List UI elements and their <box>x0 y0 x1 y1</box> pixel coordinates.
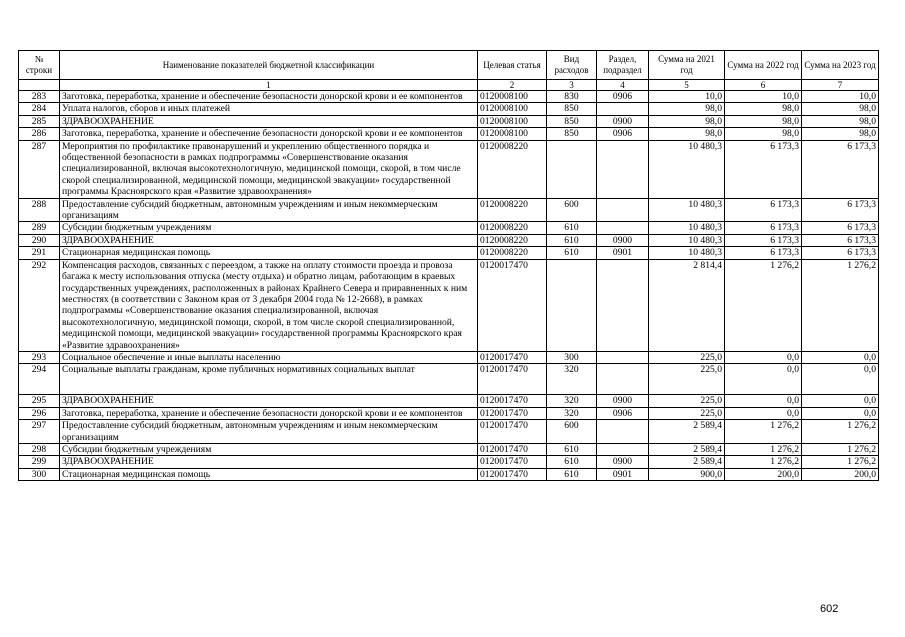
row-number-cell: 287 <box>19 140 60 198</box>
table-row <box>19 103 879 115</box>
row-number-cell: 286 <box>19 128 60 140</box>
sum-2022-cell: 6 173,3 <box>725 247 802 259</box>
sum-2023-cell: 98,0 <box>802 128 879 140</box>
sum-2021-cell: 900,0 <box>649 468 725 480</box>
sum-2022-cell: 6 173,3 <box>725 222 802 234</box>
section-cell: 0901 <box>597 468 649 480</box>
section-cell: 0906 <box>597 128 649 140</box>
target-article-cell: 0120008220 <box>478 234 547 246</box>
table-row <box>19 222 879 234</box>
target-article-cell: 0120017470 <box>478 364 547 395</box>
section-cell <box>597 351 649 363</box>
expense-type-cell: 300 <box>547 351 597 363</box>
sum-2021-cell: 10 480,3 <box>649 140 725 198</box>
table-row <box>19 407 879 419</box>
sum-2021-cell: 2 589,4 <box>649 420 725 444</box>
expense-type-cell: 610 <box>547 468 597 480</box>
sum-2023-cell: 1 276,2 <box>802 443 879 455</box>
header-sum-2022: Сумма на 2022 год <box>725 51 802 80</box>
table-row <box>19 91 879 103</box>
target-article-cell: 0120008100 <box>478 115 547 127</box>
target-article-cell: 0120017470 <box>478 407 547 419</box>
row-number-cell: 289 <box>19 222 60 234</box>
header-row-number: № строки <box>19 51 60 80</box>
indicator-name-cell: Заготовка, переработка, хранение и обеспечение безопасности донорской крови и ее компонентов <box>60 91 478 103</box>
row-number-cell: 300 <box>19 468 60 480</box>
expense-type-cell: 600 <box>547 198 597 222</box>
sum-2021-cell: 10 480,3 <box>649 222 725 234</box>
expense-type-cell: 320 <box>547 364 597 395</box>
sum-2022-cell: 1 276,2 <box>725 456 802 468</box>
table-row <box>19 115 879 127</box>
sum-2022-cell: 0,0 <box>725 395 802 407</box>
sum-2021-cell: 2 589,4 <box>649 443 725 455</box>
section-cell <box>597 140 649 198</box>
sum-2022-cell: 98,0 <box>725 128 802 140</box>
section-cell <box>597 222 649 234</box>
sum-2023-cell: 6 173,3 <box>802 234 879 246</box>
sum-2022-cell: 98,0 <box>725 115 802 127</box>
row-number-cell: 288 <box>19 198 60 222</box>
row-number-cell: 283 <box>19 91 60 103</box>
column-number: 5 <box>649 80 725 91</box>
target-article-cell: 0120008100 <box>478 91 547 103</box>
expense-type-cell: 320 <box>547 395 597 407</box>
target-article-cell: 0120017470 <box>478 259 547 351</box>
sum-2023-cell: 10,0 <box>802 91 879 103</box>
sum-2022-cell: 1 276,2 <box>725 420 802 444</box>
column-number-row <box>19 80 879 91</box>
section-cell: 0906 <box>597 407 649 419</box>
indicator-name-cell: Социальное обеспечение и иные выплаты населению <box>60 351 478 363</box>
indicator-name-cell: Предоставление субсидий бюджетным, автономным учреждениям и иным некоммерческим организациям <box>60 198 478 222</box>
sum-2022-cell: 200,0 <box>725 468 802 480</box>
column-number <box>19 80 60 91</box>
sum-2023-cell: 98,0 <box>802 103 879 115</box>
expense-type-cell: 850 <box>547 128 597 140</box>
column-number: 2 <box>478 80 547 91</box>
expense-type-cell: 850 <box>547 115 597 127</box>
indicator-name-cell: Субсидии бюджетным учреждениям <box>60 222 478 234</box>
section-cell: 0901 <box>597 247 649 259</box>
section-cell <box>597 198 649 222</box>
target-article-cell: 0120008220 <box>478 222 547 234</box>
table-row <box>19 395 879 407</box>
sum-2021-cell: 225,0 <box>649 351 725 363</box>
sum-2021-cell: 2 589,4 <box>649 456 725 468</box>
expense-type-cell: 830 <box>547 91 597 103</box>
target-article-cell: 0120008220 <box>478 198 547 222</box>
expense-type-cell: 320 <box>547 407 597 419</box>
sum-2021-cell: 10 480,3 <box>649 234 725 246</box>
indicator-name-cell: Компенсация расходов, связанных с переездом, а также на оплату стоимости проезда и провоза багажа к месту использования отпуска (месту отдыха) и обратно лицам, работающим в краевых государственных учреждениях, расположенных в районах Крайнего Севера и приравненных к ним местностях (в соответствии с Законом края от 3 декабря 2004 года № 12-2668), в рамках подпрограммы «Совершенствование оказания специализированной, включая высокотехнологичную, медицинской помощи, скорой, в том числе скорой специализированной, медицинской помощи, медицинской эвакуации» государственной программы Красноярского края «Развитие здравоохранения» <box>60 259 478 351</box>
sum-2022-cell: 0,0 <box>725 351 802 363</box>
table-body <box>19 91 879 481</box>
row-number-cell: 295 <box>19 395 60 407</box>
sum-2023-cell: 0,0 <box>802 351 879 363</box>
sum-2021-cell: 98,0 <box>649 115 725 127</box>
sum-2022-cell: 6 173,3 <box>725 234 802 246</box>
sum-2021-cell: 10 480,3 <box>649 247 725 259</box>
expense-type-cell <box>547 140 597 198</box>
table-row <box>19 468 879 480</box>
indicator-name-cell: ЗДРАВООХРАНЕНИЕ <box>60 234 478 246</box>
sum-2023-cell: 0,0 <box>802 407 879 419</box>
expense-type-cell: 610 <box>547 456 597 468</box>
budget-table <box>18 50 879 481</box>
row-number-cell: 298 <box>19 443 60 455</box>
column-number: 6 <box>725 80 802 91</box>
sum-2023-cell: 6 173,3 <box>802 247 879 259</box>
indicator-name-cell: Заготовка, переработка, хранение и обеспечение безопасности донорской крови и ее компонентов <box>60 128 478 140</box>
sum-2023-cell: 6 173,3 <box>802 222 879 234</box>
target-article-cell: 0120008100 <box>478 103 547 115</box>
column-number: 1 <box>60 80 478 91</box>
section-cell <box>597 443 649 455</box>
sum-2022-cell: 0,0 <box>725 364 802 395</box>
expense-type-cell: 610 <box>547 247 597 259</box>
row-number-cell: 290 <box>19 234 60 246</box>
indicator-name-cell: Уплата налогов, сборов и иных платежей <box>60 103 478 115</box>
row-number-cell: 285 <box>19 115 60 127</box>
sum-2022-cell: 98,0 <box>725 103 802 115</box>
table-row <box>19 198 879 222</box>
table-row <box>19 247 879 259</box>
section-cell: 0906 <box>597 91 649 103</box>
section-cell: 0900 <box>597 456 649 468</box>
sum-2022-cell: 10,0 <box>725 91 802 103</box>
header-expense-type: Вид расходов <box>547 51 597 80</box>
section-cell <box>597 259 649 351</box>
sum-2023-cell: 1 276,2 <box>802 456 879 468</box>
sum-2021-cell: 225,0 <box>649 364 725 395</box>
indicator-name-cell: Предоставление субсидий бюджетным, автономным учреждениям и иным некоммерческим организациям <box>60 420 478 444</box>
target-article-cell: 0120017470 <box>478 443 547 455</box>
row-number-cell: 299 <box>19 456 60 468</box>
sum-2021-cell: 225,0 <box>649 407 725 419</box>
header-sum-2021: Сумма на 2021 год <box>649 51 725 80</box>
header-section: Раздел, подраздел <box>597 51 649 80</box>
indicator-name-cell: Субсидии бюджетным учреждениям <box>60 443 478 455</box>
sum-2021-cell: 98,0 <box>649 103 725 115</box>
row-number-cell: 291 <box>19 247 60 259</box>
section-cell: 0900 <box>597 395 649 407</box>
section-cell <box>597 103 649 115</box>
header-name: Наименование показателей бюджетной классификации <box>60 51 478 80</box>
header-row <box>19 51 879 80</box>
table-row <box>19 443 879 455</box>
indicator-name-cell: Заготовка, переработка, хранение и обеспечение безопасности донорской крови и ее компонентов <box>60 407 478 419</box>
sum-2022-cell: 6 173,3 <box>725 140 802 198</box>
column-number: 4 <box>597 80 649 91</box>
row-number-cell: 294 <box>19 364 60 395</box>
sum-2021-cell: 98,0 <box>649 128 725 140</box>
column-number: 3 <box>547 80 597 91</box>
expense-type-cell: 610 <box>547 222 597 234</box>
table-row <box>19 234 879 246</box>
page-number: 602 <box>820 603 839 615</box>
target-article-cell: 0120008100 <box>478 128 547 140</box>
column-number: 7 <box>802 80 879 91</box>
indicator-name-cell: ЗДРАВООХРАНЕНИЕ <box>60 395 478 407</box>
sum-2023-cell: 6 173,3 <box>802 198 879 222</box>
sum-2023-cell: 98,0 <box>802 115 879 127</box>
sum-2023-cell: 6 173,3 <box>802 140 879 198</box>
row-number-cell: 296 <box>19 407 60 419</box>
sum-2021-cell: 225,0 <box>649 395 725 407</box>
sum-2023-cell: 200,0 <box>802 468 879 480</box>
table-row <box>19 140 879 198</box>
section-cell <box>597 420 649 444</box>
indicator-name-cell: ЗДРАВООХРАНЕНИЕ <box>60 456 478 468</box>
target-article-cell: 0120008220 <box>478 247 547 259</box>
indicator-name-cell: Мероприятия по профилактике правонарушений и укреплению общественного порядка и общественной безопасности в рамках подпрограммы «Совершенствование оказания специализированной, включая высокотехнологичную, медицинской помощи, скорой, в том числе скорой специализированной, медицинской помощи, медицинской эвакуации» государственной программы Красноярского края «Развитие здравоохранения» <box>60 140 478 198</box>
table-row <box>19 456 879 468</box>
expense-type-cell: 610 <box>547 234 597 246</box>
row-number-cell: 297 <box>19 420 60 444</box>
sum-2021-cell: 10,0 <box>649 91 725 103</box>
target-article-cell: 0120017470 <box>478 420 547 444</box>
section-cell: 0900 <box>597 234 649 246</box>
table-row <box>19 420 879 444</box>
target-article-cell: 0120017470 <box>478 351 547 363</box>
sum-2022-cell: 1 276,2 <box>725 259 802 351</box>
expense-type-cell: 600 <box>547 420 597 444</box>
sum-2022-cell: 1 276,2 <box>725 443 802 455</box>
indicator-name-cell: Социальные выплаты гражданам, кроме публичных нормативных социальных выплат <box>60 364 478 395</box>
header-target-article: Целевая статья <box>478 51 547 80</box>
table-row <box>19 259 879 351</box>
target-article-cell: 0120017470 <box>478 395 547 407</box>
indicator-name-cell: ЗДРАВООХРАНЕНИЕ <box>60 115 478 127</box>
sum-2021-cell: 10 480,3 <box>649 198 725 222</box>
target-article-cell: 0120017470 <box>478 456 547 468</box>
target-article-cell: 0120008220 <box>478 140 547 198</box>
row-number-cell: 284 <box>19 103 60 115</box>
sum-2023-cell: 0,0 <box>802 364 879 395</box>
target-article-cell: 0120017470 <box>478 468 547 480</box>
table-row <box>19 364 879 395</box>
row-number-cell: 293 <box>19 351 60 363</box>
sum-2023-cell: 1 276,2 <box>802 420 879 444</box>
sum-2022-cell: 6 173,3 <box>725 198 802 222</box>
table-row <box>19 128 879 140</box>
section-cell <box>597 364 649 395</box>
sum-2023-cell: 1 276,2 <box>802 259 879 351</box>
table-row <box>19 351 879 363</box>
sum-2023-cell: 0,0 <box>802 395 879 407</box>
indicator-name-cell: Стационарная медицинская помощь <box>60 468 478 480</box>
section-cell: 0900 <box>597 115 649 127</box>
sum-2022-cell: 0,0 <box>725 407 802 419</box>
row-number-cell: 292 <box>19 259 60 351</box>
indicator-name-cell: Стационарная медицинская помощь <box>60 247 478 259</box>
sum-2021-cell: 2 814,4 <box>649 259 725 351</box>
expense-type-cell: 610 <box>547 443 597 455</box>
header-sum-2023: Сумма на 2023 год <box>802 51 879 80</box>
expense-type-cell: 850 <box>547 103 597 115</box>
expense-type-cell <box>547 259 597 351</box>
